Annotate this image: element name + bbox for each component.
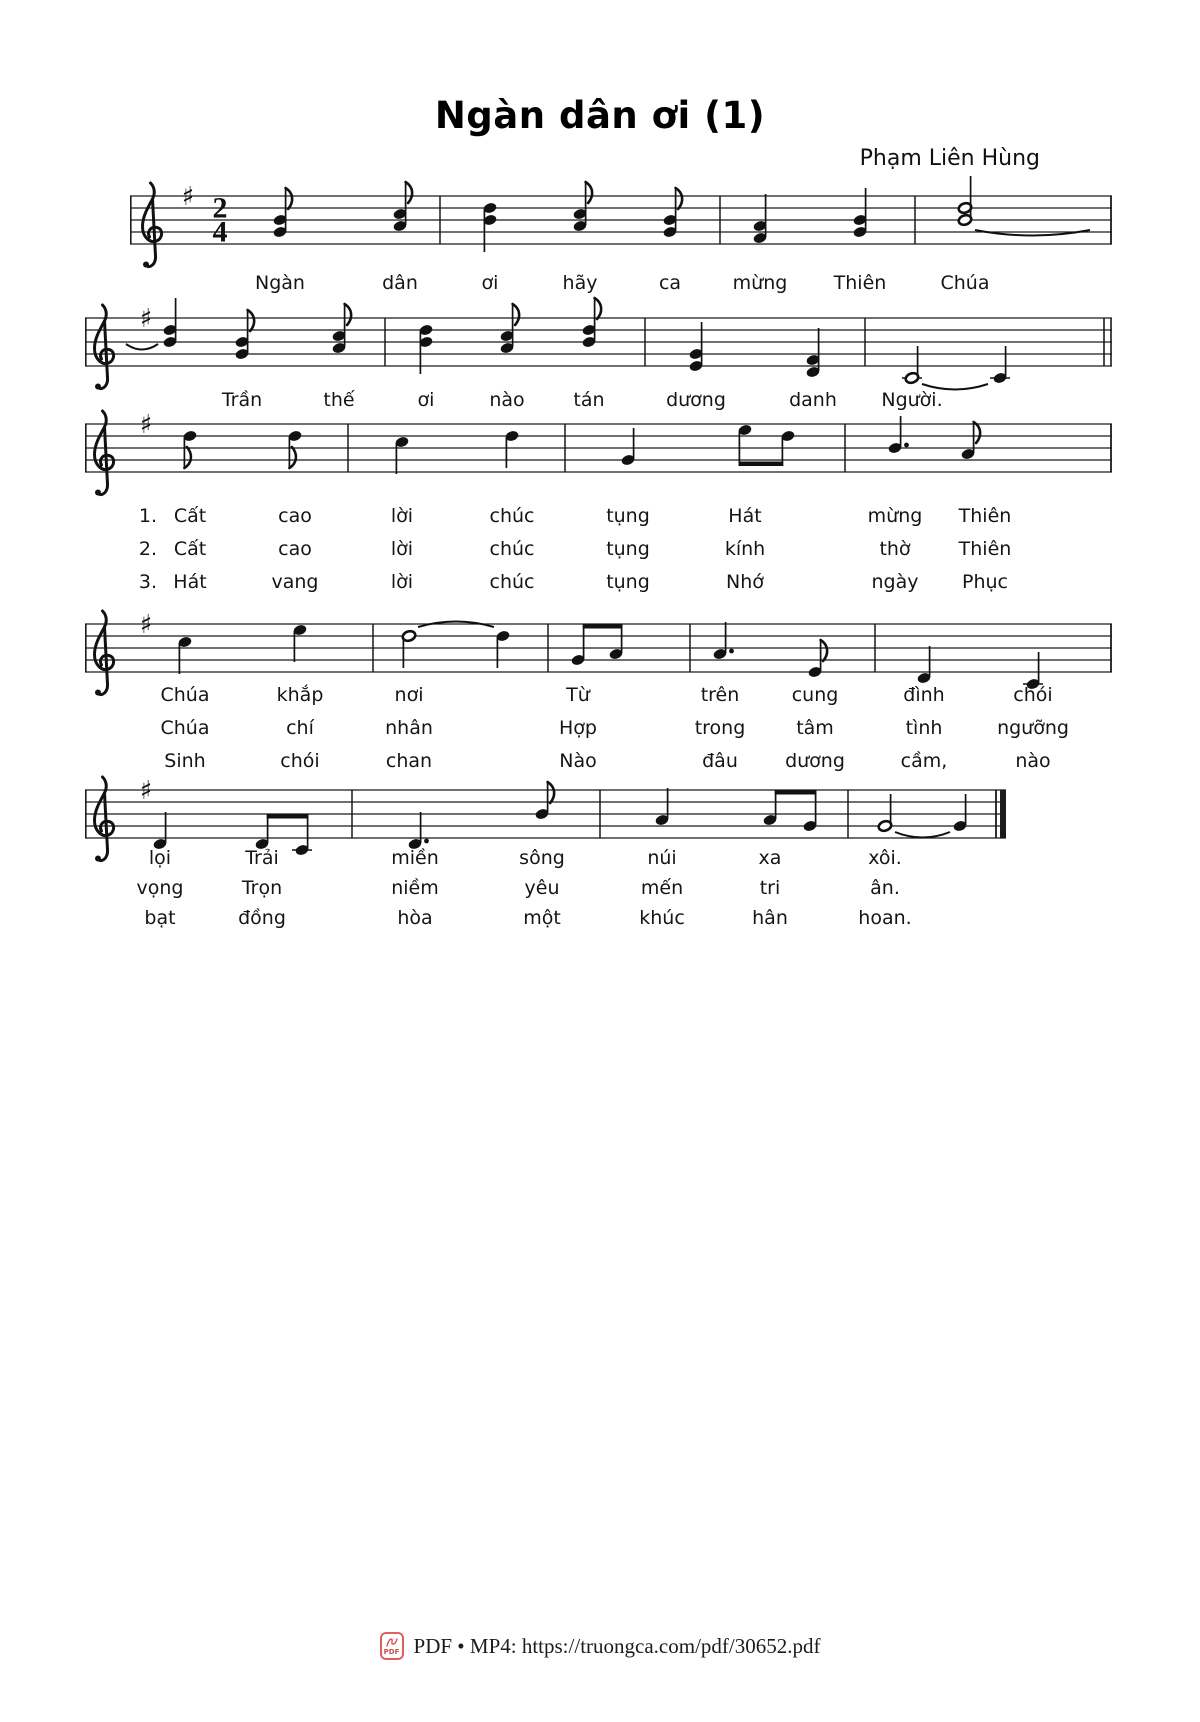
lyric-syllable: Cất	[173, 538, 207, 560]
lyric-syllable: Sinh	[164, 750, 206, 772]
time-signature-numerator: 2	[212, 191, 228, 225]
verse-number: 3.	[138, 571, 158, 593]
staff-system-3	[85, 410, 1112, 496]
pdf-icon-label: PDF	[383, 1648, 400, 1656]
sharp-icon: ♯	[139, 304, 153, 334]
lyric-syllable: chói	[280, 750, 320, 772]
lyric-syllable: bạt	[144, 907, 176, 929]
sharp-icon: ♯	[181, 182, 195, 212]
lyric-syllable: ngày	[871, 571, 919, 593]
lyric-syllable: vang	[271, 571, 319, 593]
lyric-syllable: tri	[759, 877, 781, 899]
sharp-icon: ♯	[139, 610, 153, 640]
lyric-syllable: sông	[519, 847, 565, 869]
lyric-syllable: chúc	[489, 538, 535, 560]
lyric-syllable: cao	[278, 538, 312, 560]
song-title: Ngàn dân ơi (1)	[434, 94, 766, 137]
lyric-syllable: dương	[666, 389, 726, 411]
time-signature-denominator: 4	[212, 215, 228, 249]
lyric-syllable: núi	[647, 847, 677, 869]
sharp-icon: ♯	[139, 410, 153, 440]
lyric-syllable: lọi	[148, 847, 172, 869]
lyric-syllable: niềm	[391, 877, 439, 899]
lyric-syllable: nào	[489, 389, 525, 411]
lyric-syllable: ân.	[870, 877, 900, 899]
lyric-syllable: hòa	[397, 907, 433, 929]
lyric-syllable: nhân	[385, 717, 433, 739]
staff-system-5	[85, 776, 1006, 862]
lyric-syllable: Hát	[728, 505, 762, 527]
lyric-syllable: chí	[286, 717, 314, 739]
lyric-syllable: tụng	[606, 538, 650, 560]
lyric-syllable: yêu	[524, 877, 560, 899]
sharp-icon: ♯	[139, 776, 153, 806]
pdf-icon[interactable]	[380, 1632, 404, 1660]
lyric-syllable: Phục	[962, 571, 1008, 593]
lyric-syllable: đồng	[238, 907, 286, 929]
lyric-syllable: Chúa	[940, 272, 990, 294]
lyric-syllable: đình	[903, 684, 945, 706]
staff-system-1	[130, 176, 1112, 268]
lyric-syllable: ơi	[481, 272, 499, 294]
lyric-syllable: nào	[1015, 750, 1051, 772]
lyric-syllable: thờ	[879, 538, 911, 560]
lyric-syllable: mừng	[867, 505, 923, 527]
lyric-syllable: vọng	[136, 877, 184, 899]
lyric-syllable: chúc	[489, 505, 535, 527]
lyric-syllable: lời	[390, 505, 414, 527]
lyric-syllable: cung	[791, 684, 839, 706]
lyric-syllable: cao	[278, 505, 312, 527]
lyric-syllable: hân	[752, 907, 788, 929]
lyric-syllable: ngưỡng	[997, 717, 1069, 739]
tie-slur	[895, 832, 950, 838]
lyric-syllable: Trải	[245, 847, 279, 869]
lyric-syllable: Trọn	[241, 877, 283, 899]
staff-system-2	[85, 298, 1112, 390]
lyric-syllable: mến	[640, 877, 684, 899]
lyric-syllable: tụng	[606, 571, 650, 593]
lyric-syllable: lời	[390, 538, 414, 560]
lyric-syllable: chan	[385, 750, 433, 772]
lyric-syllable: mừng	[732, 272, 788, 294]
lyric-syllable: xôi.	[868, 847, 902, 869]
lyric-syllable: trên	[700, 684, 740, 706]
lyric-syllable: Trần	[221, 389, 263, 411]
lyric-syllable: tâm	[796, 717, 834, 739]
lyric-syllable: khúc	[639, 907, 685, 929]
lyric-syllable: kính	[724, 538, 766, 560]
lyric-syllable: ca	[658, 272, 682, 294]
lyric-syllable: chói	[1013, 684, 1053, 706]
lyric-syllable: nơi	[394, 684, 424, 706]
lyric-syllable: một	[523, 907, 561, 929]
lyric-syllable: Thiên	[958, 538, 1012, 560]
pdf-curl-icon	[385, 1636, 399, 1648]
lyric-syllable: xa	[758, 847, 782, 869]
lyric-syllable: hoan.	[858, 907, 912, 929]
lyric-syllable: trong	[694, 717, 746, 739]
lyric-syllable: Nhớ	[726, 571, 764, 593]
lyric-syllable: Hát	[173, 571, 207, 593]
lyric-syllable: dân	[382, 272, 418, 294]
lyric-syllable: lời	[390, 571, 414, 593]
lyric-syllable: đâu	[702, 750, 738, 772]
lyric-syllable: hãy	[562, 272, 598, 294]
lyric-syllable: tụng	[606, 505, 650, 527]
lyric-syllable: cầm,	[900, 750, 948, 772]
lyric-syllable: tình	[905, 717, 943, 739]
tie-slur	[975, 230, 1090, 236]
lyric-syllable: danh	[789, 389, 837, 411]
lyric-syllable: Chúa	[160, 717, 210, 739]
lyric-syllable: Người.	[881, 389, 943, 411]
lyric-syllable: tán	[573, 389, 605, 411]
lyric-syllable: chúc	[489, 571, 535, 593]
tie-slur	[922, 384, 988, 390]
lyric-syllable: Chúa	[160, 684, 210, 706]
lyric-syllable: ơi	[417, 389, 435, 411]
footer	[0, 1626, 1200, 1666]
lyric-syllable: Nào	[559, 750, 597, 772]
lyric-syllable: Cất	[173, 505, 207, 527]
lyric-syllable: Ngàn	[255, 272, 305, 294]
lyric-syllable: Thiên	[833, 272, 887, 294]
lyric-syllable: khắp	[276, 684, 324, 706]
lyric-syllable: miền	[391, 847, 439, 869]
composer-name: Phạm Liên Hùng	[859, 146, 1040, 171]
lyric-syllable: Thiên	[958, 505, 1012, 527]
verse-number: 1.	[138, 505, 158, 527]
staff-system-4	[85, 610, 1112, 696]
lyric-syllable: dương	[785, 750, 845, 772]
tie-slur	[126, 344, 158, 350]
download-link[interactable]: PDF • MP4: https://truongca.com/pdf/30652.pdf	[413, 1633, 821, 1658]
lyric-syllable: Hợp	[559, 717, 597, 739]
lyric-syllable: Từ	[566, 684, 590, 706]
verse-number: 2.	[138, 538, 158, 560]
lyric-syllable: thế	[323, 389, 355, 411]
